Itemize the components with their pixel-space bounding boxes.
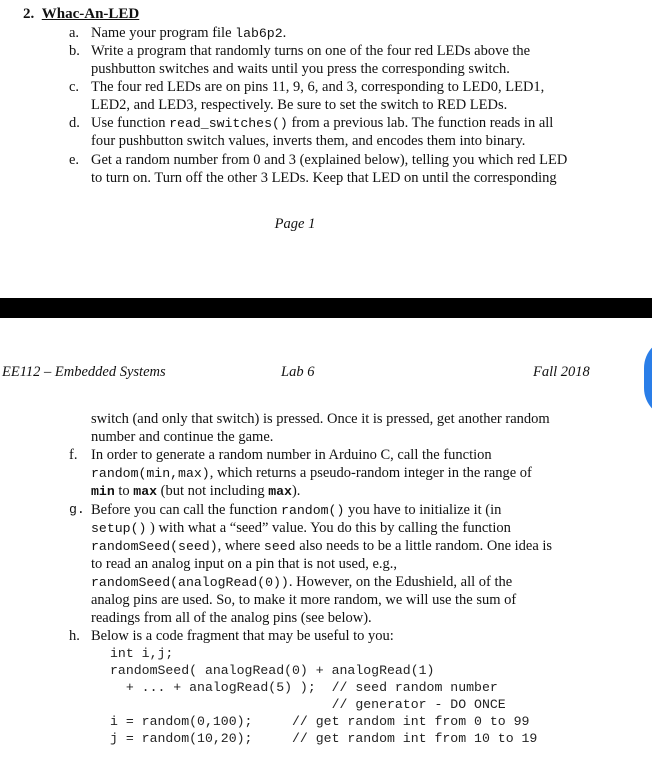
item-label-f: f. — [69, 447, 78, 463]
item-e-line1: Get a random number from 0 and 3 (explained below), telling you which red LED — [91, 152, 568, 168]
item-g-line7: readings from all of the analog pins (see below). — [91, 610, 372, 626]
item-b-line2: pushbutton switches and waits until you press the corresponding switch. — [91, 61, 510, 77]
item-label-d: d. — [69, 115, 80, 131]
item-label-g: g. — [69, 502, 85, 517]
code-line-5: i = random(0,100); // get random int from 0 to 99 — [110, 714, 530, 729]
header-term: Fall 2018 — [533, 364, 590, 380]
scroll-handle[interactable] — [644, 338, 652, 418]
section-heading — [23, 6, 139, 23]
item-h-line1: Below is a code fragment that may be useful to you: — [91, 628, 394, 644]
item-a-text: Name your program file lab6p2. — [91, 25, 287, 41]
item-f-line1: In order to generate a random number in Arduino C, call the function — [91, 447, 492, 463]
item-f-line2: random(min,max), which returns a pseudo-random integer in the range of — [91, 465, 532, 481]
cont-line2: number and continue the game. — [91, 429, 274, 445]
section-title: Whac-An-LED — [41, 6, 140, 22]
item-g-line6: analog pins are used. So, to make it more random, we will use the sum of — [91, 592, 517, 608]
cont-line1: switch (and only that switch) is pressed. Once it is pressed, get another random — [91, 411, 550, 427]
item-e-line2: to turn on. Turn off the other 3 LEDs. Keep that LED on until the corresponding — [91, 170, 557, 186]
code-line-3: + ... + analogRead(5) ); // seed random number — [110, 680, 498, 695]
item-g-line1: Before you can call the function random() you have to initialize it (in — [91, 502, 502, 518]
item-label-a: a. — [69, 25, 80, 41]
code-line-1: int i,j; — [110, 646, 174, 661]
item-c-line2: LED2, and LED3, respectively. Be sure to set the switch to RED LEDs. — [91, 97, 508, 113]
item-g-line5: randomSeed(analogRead(0)). However, on the Edushield, all of the — [91, 574, 513, 590]
header-course: EE112 – Embedded Systems — [2, 364, 166, 380]
item-d-line2: four pushbutton switch values, inverts them, and encodes them into binary. — [91, 133, 526, 149]
item-label-b: b. — [69, 43, 80, 59]
item-b-line1: Write a program that randomly turns on one of the four red LEDs above the — [91, 43, 531, 59]
item-label-c: c. — [69, 79, 80, 95]
item-c-line1: The four red LEDs are on pins 11, 9, 6, and 3, corresponding to LED0, LED1, — [91, 79, 545, 95]
code-line-2: randomSeed( analogRead(0) + analogRead(1) — [110, 663, 435, 678]
code-line-6: j = random(10,20); // get random int from 10 to 19 — [110, 731, 538, 746]
item-label-h: h. — [69, 628, 80, 644]
page-number: Page 1 — [274, 216, 316, 232]
item-g-line4: to read an analog input on a pin that is not used, e.g., — [91, 556, 398, 572]
item-f-line3: min to max (but not including max). — [91, 483, 301, 499]
page-break-divider — [0, 298, 652, 318]
section-number: 2. — [23, 6, 35, 22]
item-label-e: e. — [69, 152, 80, 168]
header-lab: Lab 6 — [281, 364, 315, 380]
item-g-line3: randomSeed(seed), where seed also needs to be a little random. One idea is — [91, 538, 553, 554]
code-line-4: // generator - DO ONCE — [110, 697, 506, 712]
item-d-line1: Use function read_switches() from a previous lab. The function reads in all — [91, 115, 554, 131]
item-g-line2: setup() ) with what a “seed” value. You do this by calling the function — [91, 520, 511, 536]
